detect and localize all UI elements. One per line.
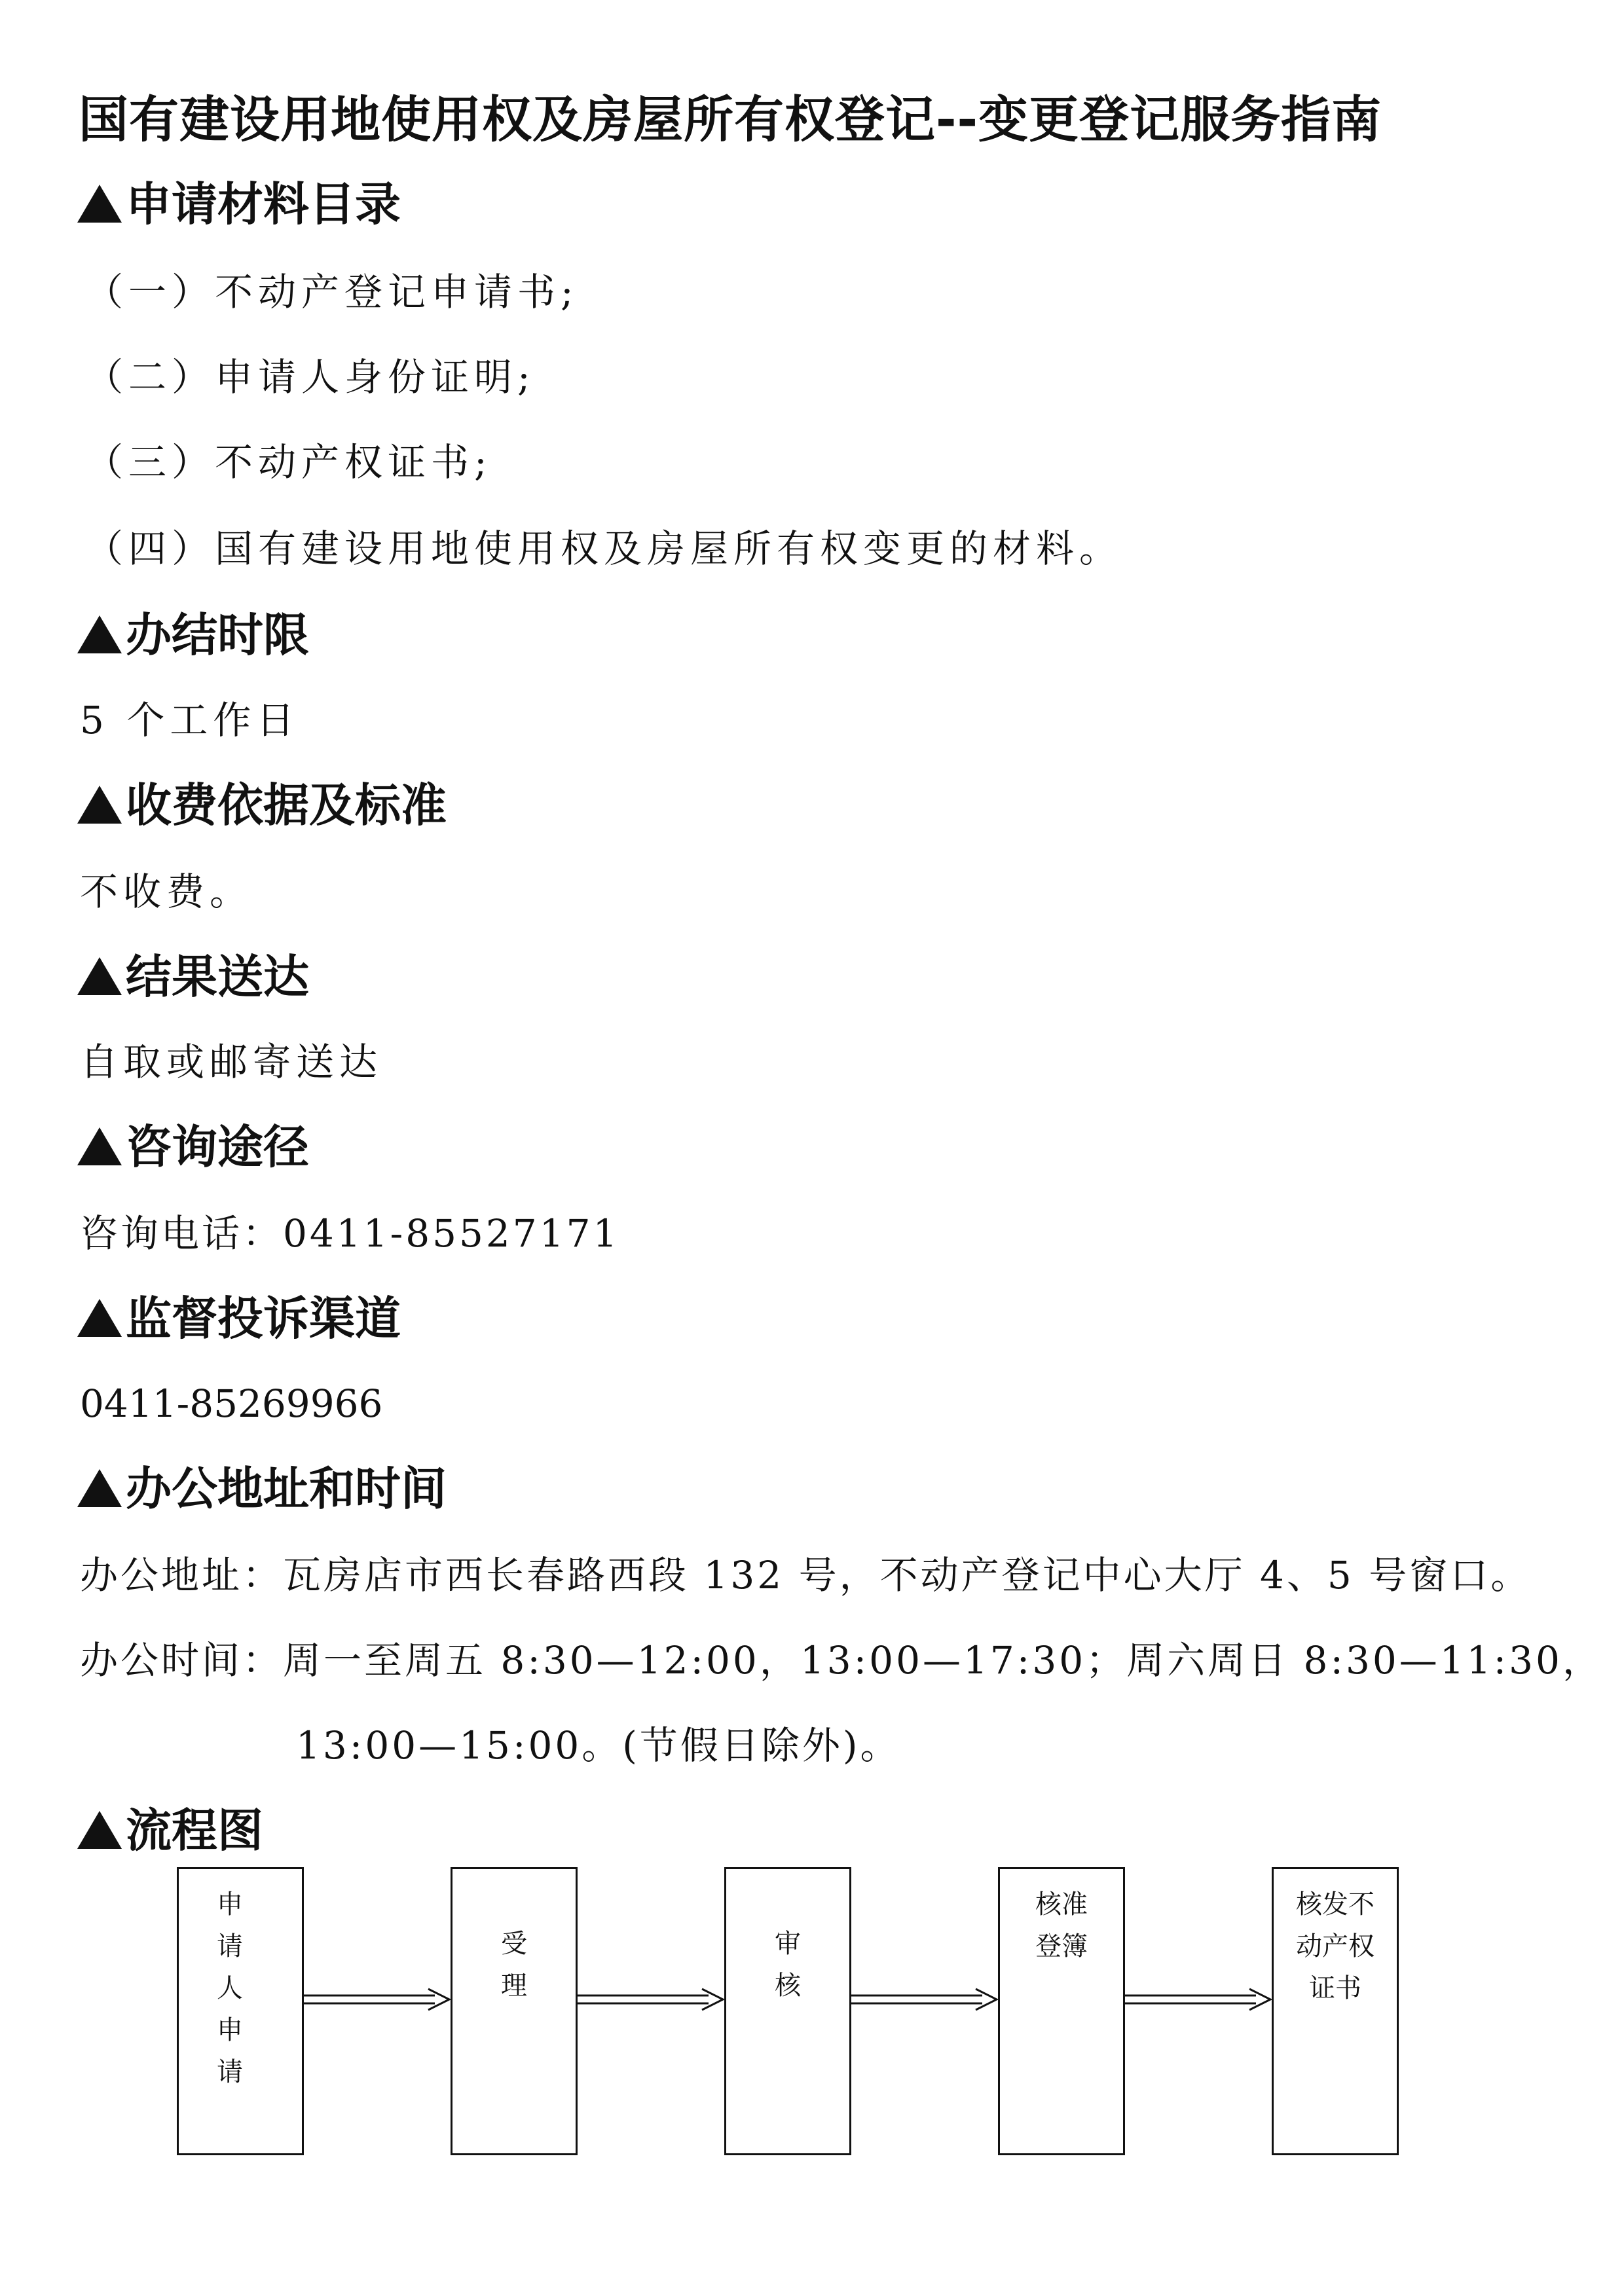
flow-step-label: 审 核 [775, 1929, 801, 2001]
triangle-bullet-icon [77, 1469, 122, 1507]
flow-step-review [724, 1867, 851, 2155]
section-heading-text: 申请材料目录 [126, 177, 401, 231]
flow-step-apply [177, 1867, 304, 2155]
triangle-bullet-icon [77, 1127, 122, 1165]
section-heading-office [77, 1456, 447, 1522]
fees-text: 不收费。 [80, 869, 253, 914]
double-arrow-icon [851, 1988, 999, 2011]
office-hours-text: 办公时间：周一至周五 8:30—12:00，13:00—17:30；周六周日 8:30—11:30， [80, 1638, 1603, 1683]
section-heading-text: 结果送达 [126, 950, 309, 1004]
double-arrow-icon [1125, 1988, 1273, 2011]
flow-step-issue-certificate [1272, 1867, 1399, 2155]
material-item: （三）不动产权证书; [85, 440, 492, 484]
triangle-bullet-icon [77, 185, 122, 223]
material-item: （一）不动产登记申请书; [85, 270, 579, 314]
triangle-bullet-icon [77, 1299, 122, 1337]
flow-step-label: 核发不 动产权 证书 [1296, 1889, 1375, 2003]
flow-step-accept [451, 1867, 578, 2155]
time-limit-text: 5 个工作日 [80, 698, 300, 742]
triangle-bullet-icon [77, 615, 122, 653]
material-item: （二）申请人身份证明; [85, 355, 536, 399]
flow-step-register [998, 1867, 1125, 2155]
complaint-phone-text: 0411-85269966 [80, 1381, 383, 1426]
office-hours-text-continued: 13:00—15:00。(节假日除外)。 [296, 1723, 901, 1768]
section-heading-text: 咨询途径 [126, 1120, 309, 1174]
triangle-bullet-icon [77, 786, 122, 824]
section-heading-text: 监督投诉渠道 [126, 1292, 401, 1345]
section-heading-text: 办公地址和时间 [126, 1462, 447, 1516]
triangle-bullet-icon [77, 1811, 122, 1849]
flow-step-label: 核准 登簿 [1035, 1889, 1088, 1961]
section-heading-materials [77, 172, 401, 237]
section-heading-delivery [77, 944, 309, 1010]
section-heading-text: 收费依据及标准 [126, 778, 447, 832]
material-item: （四）国有建设用地使用权及房屋所有权变更的材料。 [85, 526, 1123, 571]
section-heading-flowchart [77, 1798, 263, 1863]
flow-step-label: 申 请 人 申 请 [217, 1889, 243, 2087]
office-address-text: 办公地址：瓦房店市西长春路西段 132 号，不动产登记中心大厅 4、5 号窗口。 [80, 1553, 1532, 1597]
section-heading-time-limit [77, 602, 309, 668]
section-heading-complaint [77, 1286, 401, 1351]
flow-step-label: 受 理 [501, 1929, 527, 2001]
flowchart [0, 1859, 1624, 2160]
double-arrow-icon [304, 1988, 452, 2011]
triangle-bullet-icon [77, 957, 122, 995]
consult-phone-text: 咨询电话：0411-85527171 [80, 1211, 620, 1256]
delivery-text: 自取或邮寄送达 [80, 1040, 383, 1084]
section-heading-text: 流程图 [126, 1804, 263, 1857]
section-heading-text: 办结时限 [126, 608, 309, 662]
section-heading-consult [77, 1114, 309, 1180]
page-title: 国有建设用地使用权及房屋所有权登记--变更登记服务指南 [79, 90, 1382, 149]
section-heading-fees [77, 773, 447, 838]
double-arrow-icon [578, 1988, 726, 2011]
